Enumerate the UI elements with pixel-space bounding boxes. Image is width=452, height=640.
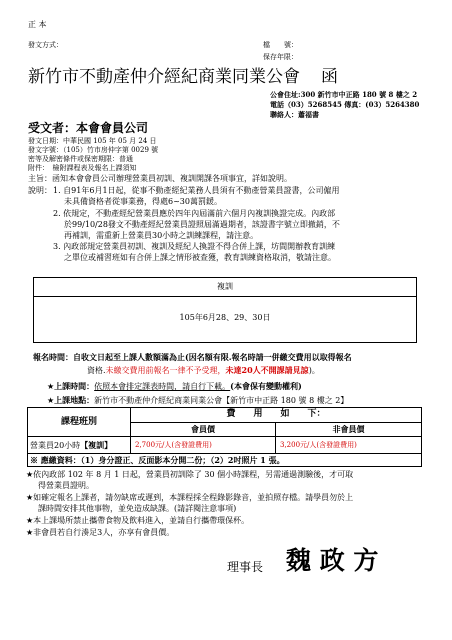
note-item-cont: 課時間安排其他事物，並免造成缺課。(請詳閱注意事項) [38, 504, 237, 513]
signature-title: 理事長 [227, 560, 264, 574]
sender-phone: 電話（03）5268545 傳真：(03）5264380 [270, 100, 420, 109]
note-item: ★如確定報名上課者，請勿缺席或遲到，本課程採全程錄影錄音，並拍照存檔。請學員勿於上 [26, 493, 354, 502]
note-item: ★本上課場所禁止攜帶食物及飲料進入，並請自行攜帶環保杯。 [26, 516, 250, 525]
org-title: 新竹市不動產仲介經紀商業同業公會 [28, 67, 300, 87]
star-icon: ★ [26, 493, 34, 502]
explanation-line: 於99/10/28發文不動產經紀營業員證照屆滿過期者，該證書字號立即撤銷，不 [64, 220, 340, 229]
registration-text: 自收文日起至上課人數額滿為止(因名額有限.報名時請一併繳交費用以取得報名 [73, 352, 352, 362]
issue-date: 發文日期：中華民國 105 年 05 月 24 日 [28, 137, 157, 145]
file-no-label: 檔 號： [263, 41, 298, 49]
explanation-line: 3. 內政部規定營業員初訓、複訓及經紀人換證不得合併上課，坊間開辦教育訓練 [53, 242, 336, 251]
doc-type: 函 [321, 67, 338, 87]
registration-info [33, 352, 352, 363]
course-box-title: 複訓 [217, 282, 233, 291]
class-location-text: 新竹市不動產仲介經紀商業同業公會【新竹市中正路 180 號 8 樓之 2】 [94, 396, 349, 405]
class-location [47, 395, 348, 406]
class-location-label: 上課地點： [54, 395, 95, 405]
class-time-note: (本會保有變動權利) [230, 381, 302, 391]
signature-name: 魏 政 方 [286, 546, 379, 575]
explanation-line: 2. 依規定，不動產經紀營業員應於四年內屆滿前六個月內複訓換證完成。內政部 [53, 209, 336, 218]
registration-label: 報名時間： [33, 352, 73, 362]
class-time-text: 依照本會排定課表時間，請自行下載。 [94, 382, 231, 391]
nonmember-price: 3,200元/人(含發證費用) [280, 441, 357, 449]
class-time-label: 上課時間： [54, 381, 95, 391]
registration-info-2 [87, 365, 320, 376]
col-fee-group-label: 費 用 如 下： [226, 409, 326, 419]
star-icon: ★ [47, 382, 55, 391]
fee-row-course: 營業員20小時 [30, 441, 81, 450]
retention-label: 保存年限： [263, 53, 298, 61]
col-class-label: 課程班別 [60, 417, 97, 427]
star-icon: ★ [47, 396, 55, 405]
explanation-label: 說明： [28, 186, 52, 195]
subject: 主旨：函知本會會員公司辦理營業員初訓、複訓開課各項事宜，詳如說明。 [28, 174, 292, 183]
recipient: 受文者：本會會員公司 [28, 121, 149, 135]
star-icon: ★ [26, 516, 34, 525]
star-icon: ★ [26, 470, 34, 479]
explanation-line: 1. 自91年6月1日起，從事不動產經紀業務人員須有不動產營業員證書，公司僱用 [53, 186, 340, 195]
fee-row-type: 【複訓】 [80, 440, 113, 450]
attachment: 附件： 檢附課程表及報名上課須知 [28, 164, 137, 172]
sender-address: 公會住址:300 新竹市中正路 180 號 8 樓之 2 [270, 90, 418, 99]
explanation-line: 之單位或補習班如有合併上課之情形被查獲，教育訓練資格取消，敬請注意。 [64, 253, 336, 262]
explanation-line: 未具備資格者從事業務，得處6~30萬罰鍰。 [64, 197, 222, 206]
course-box-divider [34, 296, 416, 297]
star-icon: ★ [26, 528, 34, 537]
member-price: 2,700元/人(含發證費用) [135, 441, 212, 449]
course-dates: 105年6月28、29、30日 [179, 313, 271, 322]
fee-row-label [30, 440, 112, 451]
registration-warning: 未繳交費用前報名一律不予受理， [105, 366, 226, 375]
sender-contact: 聯絡人：蕭福書 [270, 110, 319, 119]
registration-prefix: 資格. [87, 366, 106, 375]
copy-type: 正 本 [28, 20, 47, 29]
classification: 密等及解密條件或保密期限：普通 [28, 155, 133, 163]
col-member-label: 會員價 [191, 424, 215, 434]
registration-min-notice: 未達20人不開課請見諒 [225, 365, 309, 375]
dispatch-method-label: 發文方式： [28, 41, 63, 49]
col-nonmember-label: 非會員價 [332, 424, 365, 434]
required-documents: ※ 應繳資料：（1）身分證正、反面影本分開二份；（2）2吋照片 1 張。 [30, 455, 285, 465]
class-time [47, 381, 302, 392]
registration-suffix: )。 [308, 366, 320, 375]
note-item: ★依內政部 102 年 8 月 1 日起，營業員初訓除了 30 個小時課程，另需通過測驗後，才可取 [26, 470, 354, 479]
note-item-cont: 得營業員證明。 [38, 481, 94, 490]
explanation-line: 再補訓，需重新上營業員30小時之訓練課程，請注意。 [64, 231, 259, 240]
issue-number: 發文字號：（105）竹市房仲字第 0029 號 [28, 146, 159, 154]
note-item: ★非會員若自行湊足3人，亦享有會員價。 [26, 528, 175, 537]
